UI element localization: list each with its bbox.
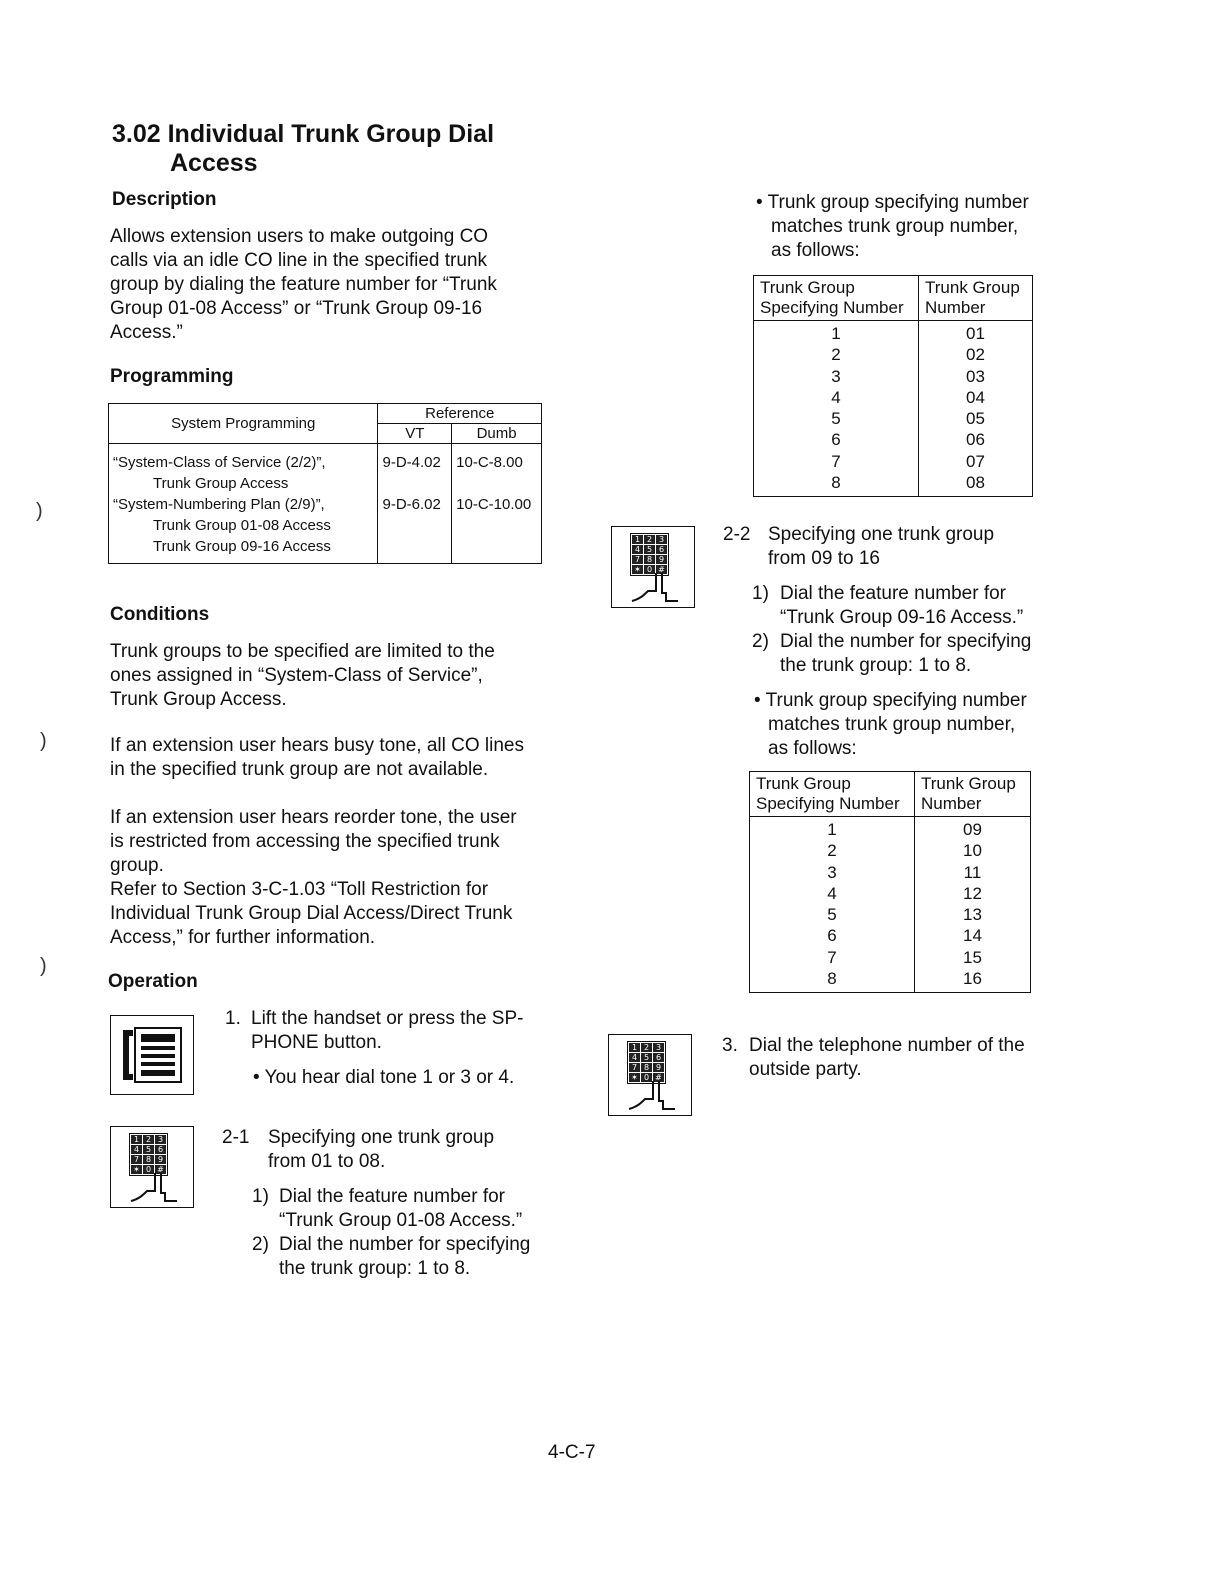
key: 7 (632, 555, 643, 564)
col-reference: Reference (378, 404, 542, 424)
step-2-2-line-2: from 09 to 16 (768, 548, 880, 569)
key: 4 (632, 545, 643, 554)
description-heading: Description (112, 189, 217, 210)
key: 2 (641, 1043, 652, 1052)
keypad-dial-icon (608, 1034, 692, 1116)
table-cell: 2 (827, 841, 837, 861)
key: 5 (644, 545, 655, 554)
description-line: calls via an idle CO line in the specified trunk (110, 250, 488, 271)
row1-sub: Trunk Group Access (153, 475, 289, 492)
conditions-heading: Conditions (110, 604, 210, 625)
table-cell: 7 (831, 451, 841, 471)
conditions-line: Trunk Group Access. (110, 689, 287, 710)
table-cell: 3 (827, 862, 837, 882)
finger-press-icon (630, 571, 680, 605)
section-title (112, 120, 494, 178)
table-cell: 02 (966, 345, 985, 365)
description-line: Allows extension users to make outgoing CO (110, 226, 489, 247)
table-cell: 1 (831, 324, 841, 343)
step-3-line-2: outside party. (749, 1059, 862, 1080)
programming-items (109, 444, 378, 564)
title-line-2: Access (170, 149, 258, 177)
description-line: Group 01-08 Access” or “Trunk Group 09-16 (110, 298, 483, 319)
table-b-header-group (915, 772, 1031, 817)
key: 3 (653, 1043, 664, 1052)
table-cell: 15 (963, 947, 982, 967)
table-cell: 4 (827, 883, 837, 903)
dumb-refs (452, 444, 542, 564)
table-cell: 09 (963, 820, 982, 839)
key: 6 (653, 1053, 664, 1062)
table-cell: 5 (827, 905, 837, 925)
row2-main: “System-Numbering Plan (2/9)”, (113, 496, 325, 513)
keypad-grid (129, 1133, 168, 1176)
table-cell: 2 (831, 345, 841, 365)
table-cell: 04 (966, 387, 985, 407)
trunk-group-table-09-16 (749, 771, 1031, 993)
keypad-dial-icon (611, 526, 695, 608)
step-2-2-line-1: Specifying one trunk group (768, 524, 995, 545)
step-2-1-line-2: from 01 to 08. (268, 1151, 386, 1172)
header-text: Number (925, 298, 986, 317)
key: 5 (143, 1145, 154, 1154)
step-2-1-sub-2-line-2: the trunk group: 1 to 8. (279, 1258, 471, 1279)
col-vt: VT (378, 424, 452, 444)
table-cell: 6 (827, 926, 837, 946)
key: 3 (155, 1135, 166, 1144)
key: 5 (641, 1053, 652, 1062)
telephone-handset-icon (110, 1015, 194, 1095)
bullet-b-line-1: • Trunk group specifying number (754, 690, 1027, 711)
header-text: Trunk Group (756, 774, 851, 793)
key: # (656, 565, 667, 574)
bullet-a-line-2: matches trunk group number, (771, 216, 1019, 237)
step-2-1-sub-1-line-2: “Trunk Group 01-08 Access.” (279, 1210, 523, 1231)
key: 0 (644, 565, 655, 574)
step-2-1-number: 2-1 (222, 1127, 250, 1148)
key: ✶ (629, 1073, 640, 1082)
step-2-1-sub-1-line-1: Dial the feature number for (279, 1186, 506, 1207)
header-text: Number (921, 794, 982, 813)
key: 9 (656, 555, 667, 564)
conditions-line: If an extension user hears reorder tone, the user (110, 807, 517, 828)
conditions-line: If an extension user hears busy tone, all CO lines (110, 735, 525, 756)
table-cell: 16 (963, 969, 982, 989)
table-cell: 13 (963, 905, 982, 925)
step-2-2-sub-1-number: 1) (752, 583, 769, 604)
key: 4 (629, 1053, 640, 1062)
conditions-line: in the specified trunk group are not available. (110, 759, 489, 780)
table-cell: 03 (966, 366, 985, 386)
binder-hole-mark: ) (40, 955, 47, 977)
trunk-group-table-01-08 (753, 275, 1033, 497)
key: 8 (641, 1063, 652, 1072)
step-2-2-number: 2-2 (723, 524, 751, 545)
step-1-bullet: • You hear dial tone 1 or 3 or 4. (253, 1067, 515, 1088)
key: 8 (143, 1155, 154, 1164)
step-2-1-line-1: Specifying one trunk group (268, 1127, 495, 1148)
row2-sub1: Trunk Group 01-08 Access (153, 517, 331, 534)
key: 0 (143, 1165, 154, 1174)
table-cell: 12 (963, 883, 982, 903)
table-cell: 05 (966, 409, 985, 429)
key: 7 (629, 1063, 640, 1072)
table-cell: 4 (831, 387, 841, 407)
col-system-programming: System Programming (109, 404, 378, 444)
row2-sub2: Trunk Group 09-16 Access (153, 538, 331, 555)
bullet-b-line-3: as follows: (768, 738, 857, 759)
bullet-a-line-1: • Trunk group specifying number (756, 192, 1029, 213)
programming-heading: Programming (110, 366, 234, 387)
key: ✶ (632, 565, 643, 574)
key: 6 (656, 545, 667, 554)
table-cell: 07 (966, 451, 985, 471)
table-cell: 1 (827, 820, 837, 839)
table-b-group-column (915, 817, 1031, 993)
row1-main: “System-Class of Service (2/2)”, (113, 454, 326, 471)
table-b-specifying-column (750, 817, 915, 993)
step-2-2-sub-2-line-1: Dial the number for specifying (780, 631, 1032, 652)
conditions-para-3 (110, 806, 560, 950)
step-3-number: 3. (722, 1035, 738, 1056)
page-number: 4-C-7 (548, 1442, 596, 1463)
operation-heading: Operation (108, 971, 198, 992)
binder-hole-mark: ) (36, 500, 43, 522)
conditions-line: ones assigned in “System-Class of Service”, (110, 665, 483, 686)
table-a-header-group (919, 276, 1033, 321)
table-a-header-specifying (754, 276, 919, 321)
table-cell: 06 (966, 430, 985, 450)
step-2-2-sub-1-line-1: Dial the feature number for (780, 583, 1007, 604)
header-text: Specifying Number (760, 298, 904, 317)
description-line: group by dialing the feature number for “Trunk (110, 274, 497, 295)
table-cell: 11 (963, 862, 982, 882)
keypad-dial-icon (110, 1126, 194, 1208)
table-cell: 08 (966, 473, 985, 493)
finger-press-icon (627, 1079, 677, 1113)
key: # (653, 1073, 664, 1082)
table-cell: 8 (831, 473, 841, 493)
table-cell: 14 (963, 926, 982, 946)
bullet-b-line-2: matches trunk group number, (768, 714, 1016, 735)
table-b-header-specifying (750, 772, 915, 817)
step-2-1-sub-2-number: 2) (252, 1234, 269, 1255)
table-a-specifying-column (754, 321, 919, 497)
conditions-line: group. (110, 855, 164, 876)
vt-refs (378, 444, 452, 564)
table-cell: 01 (966, 324, 985, 343)
table-cell: 8 (827, 969, 837, 989)
key: 1 (632, 535, 643, 544)
key: 7 (131, 1155, 142, 1164)
programming-reference-table (108, 403, 542, 564)
header-text: Trunk Group (921, 774, 1016, 793)
conditions-line: Individual Trunk Group Dial Access/Direct Trunk (110, 903, 513, 924)
step-2-2-sub-2-number: 2) (752, 631, 769, 652)
step-3-line-1: Dial the telephone number of the (749, 1035, 1025, 1056)
table-a-group-column (919, 321, 1033, 497)
conditions-line: is restricted from accessing the specified trunk (110, 831, 500, 852)
conditions-para-2 (110, 734, 560, 782)
table-cell: 7 (827, 947, 837, 967)
key: 2 (143, 1135, 154, 1144)
key: 6 (155, 1145, 166, 1154)
key: 8 (644, 555, 655, 564)
key: ✶ (131, 1165, 142, 1174)
row2-vt: 9-D-6.02 (382, 496, 441, 513)
step-2-1-sub-1-number: 1) (252, 1186, 269, 1207)
row2-dumb: 10-C-10.00 (456, 496, 532, 513)
key: 0 (641, 1073, 652, 1082)
telephone-handset-icon-graphic (111, 1016, 193, 1094)
row1-vt: 9-D-4.02 (382, 454, 441, 471)
title-line-1: 3.02 Individual Trunk Group Dial (112, 120, 495, 148)
conditions-line: Refer to Section 3-C-1.03 “Toll Restriction for (110, 879, 489, 900)
step-2-2-sub-1-line-2: “Trunk Group 09-16 Access.” (780, 607, 1024, 628)
table-cell: 10 (963, 841, 982, 861)
keypad-grid (627, 1041, 666, 1084)
step-2-1-sub-2-line-1: Dial the number for specifying (279, 1234, 531, 1255)
step-1-number: 1. (225, 1008, 241, 1029)
step-1-line-2: PHONE button. (251, 1032, 382, 1053)
header-text: Trunk Group (925, 278, 1020, 297)
table-cell: 5 (831, 409, 841, 429)
conditions-line: Access,” for further information. (110, 927, 376, 948)
binder-hole-mark: ) (40, 730, 47, 752)
key: 4 (131, 1145, 142, 1154)
key: 3 (656, 535, 667, 544)
col-dumb: Dumb (452, 424, 542, 444)
table-cell: 6 (831, 430, 841, 450)
conditions-para-1 (110, 640, 560, 712)
header-text: Specifying Number (756, 794, 900, 813)
keypad-grid (630, 533, 669, 576)
key: 1 (131, 1135, 142, 1144)
row1-dumb: 10-C-8.00 (456, 454, 523, 471)
bullet-a-line-3: as follows: (771, 240, 860, 261)
description-line: Access.” (110, 322, 183, 343)
description-text (110, 225, 550, 345)
conditions-line: Trunk groups to be specified are limited to the (110, 641, 495, 662)
key: 1 (629, 1043, 640, 1052)
step-1-line-1: Lift the handset or press the SP- (251, 1008, 524, 1029)
key: # (155, 1165, 166, 1174)
step-2-2-sub-2-line-2: the trunk group: 1 to 8. (780, 655, 972, 676)
header-text: Trunk Group (760, 278, 855, 297)
finger-press-icon (129, 1171, 179, 1205)
key: 2 (644, 535, 655, 544)
key: 9 (155, 1155, 166, 1164)
key: 9 (653, 1063, 664, 1072)
table-cell: 3 (831, 366, 841, 386)
